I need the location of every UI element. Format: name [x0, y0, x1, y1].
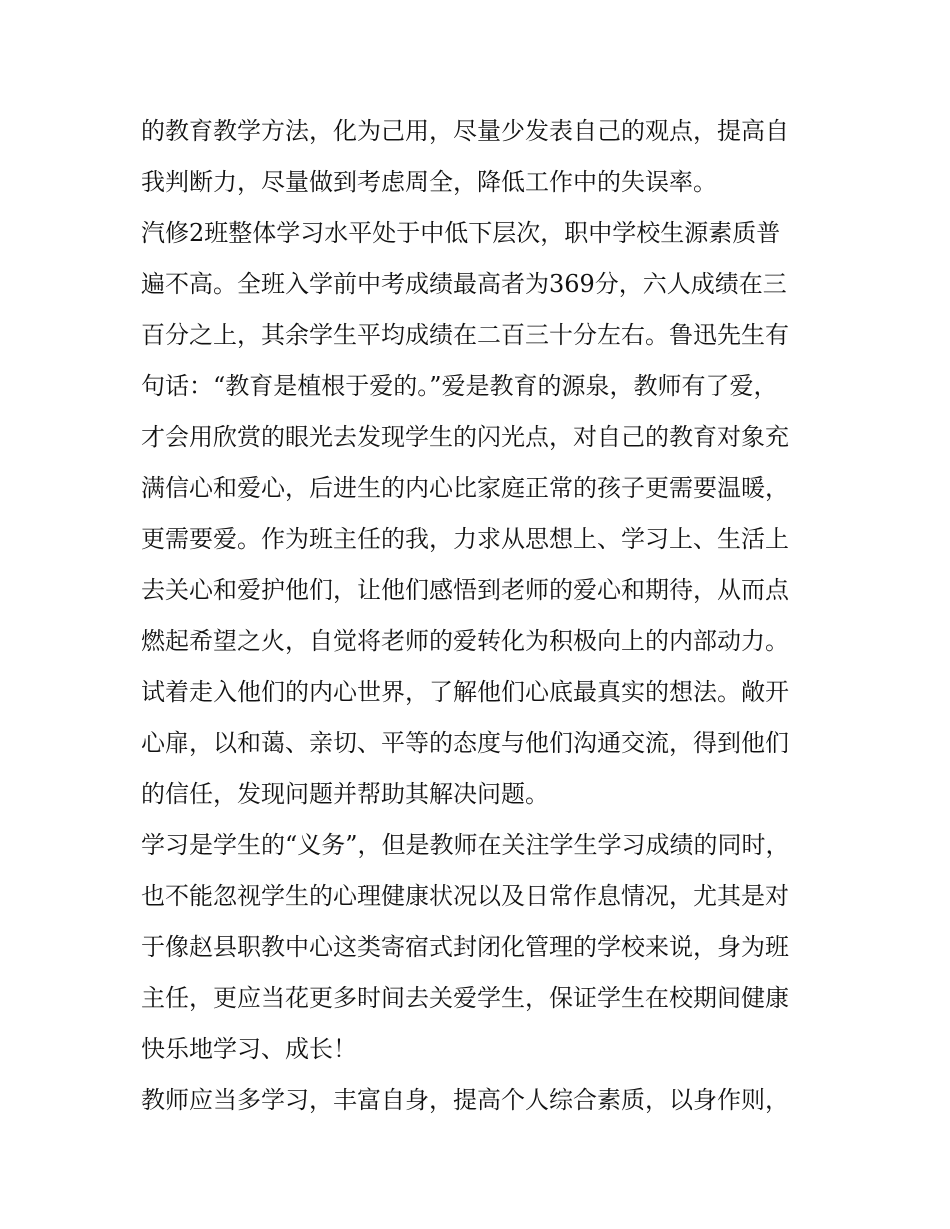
text-line: 的教育教学方法，化为己用，尽量少发表自己的观点，提高自	[141, 117, 789, 145]
text-line: 百分之上，其余学生平均成绩在二百三十分左右。鲁迅先生有	[141, 321, 789, 349]
text-line: 我判断力，尽量做到考虑周全，降低工作中的失误率。	[141, 168, 717, 196]
text-line: 满信心和爱心，后进生的内心比家庭正常的孩子更需要温暖，	[141, 474, 789, 502]
text-line: 燃起希望之火，自觉将老师的爱转化为积极向上的内部动力。	[141, 627, 789, 655]
body-text	[141, 106, 817, 1126]
text-line: 的信任，发现问题并帮助其解决问题。	[141, 780, 549, 808]
text-line: 快乐地学习、成长！	[141, 1035, 357, 1063]
text-line: 句话：“教育是植根于爱的。”爱是教育的源泉，教师有了爱，	[141, 372, 778, 400]
text-line: 才会用欣赏的眼光去发现学生的闪光点，对自己的教育对象充	[141, 423, 789, 451]
text-line: 汽修2班整体学习水平处于中低下层次，职中学校生源素质普	[141, 219, 781, 247]
text-line: 试着走入他们的内心世界，了解他们心底最真实的想法。敞开	[141, 678, 789, 706]
text-line: 教师应当多学习，丰富自身，提高个人综合素质，以身作则，	[141, 1086, 789, 1114]
text-line: 于像赵县职教中心这类寄宿式封闭化管理的学校来说，身为班	[141, 933, 789, 961]
text-line: 心扉，以和蔼、亲切、平等的态度与他们沟通交流，得到他们	[141, 729, 789, 757]
text-line: 也不能忽视学生的心理健康状况以及日常作息情况，尤其是对	[141, 882, 789, 910]
text-line: 去关心和爱护他们，让他们感悟到老师的爱心和期待，从而点	[141, 576, 789, 604]
text-line: 遍不高。全班入学前中考成绩最高者为369分，六人成绩在三	[141, 270, 787, 298]
text-line: 更需要爱。作为班主任的我，力求从思想上、学习上、生活上	[141, 525, 789, 553]
text-line: 学习是学生的“义务”，但是教师在关注学生学习成绩的同时，	[141, 831, 790, 859]
text-line: 主任，更应当花更多时间去关爱学生，保证学生在校期间健康	[141, 984, 789, 1012]
